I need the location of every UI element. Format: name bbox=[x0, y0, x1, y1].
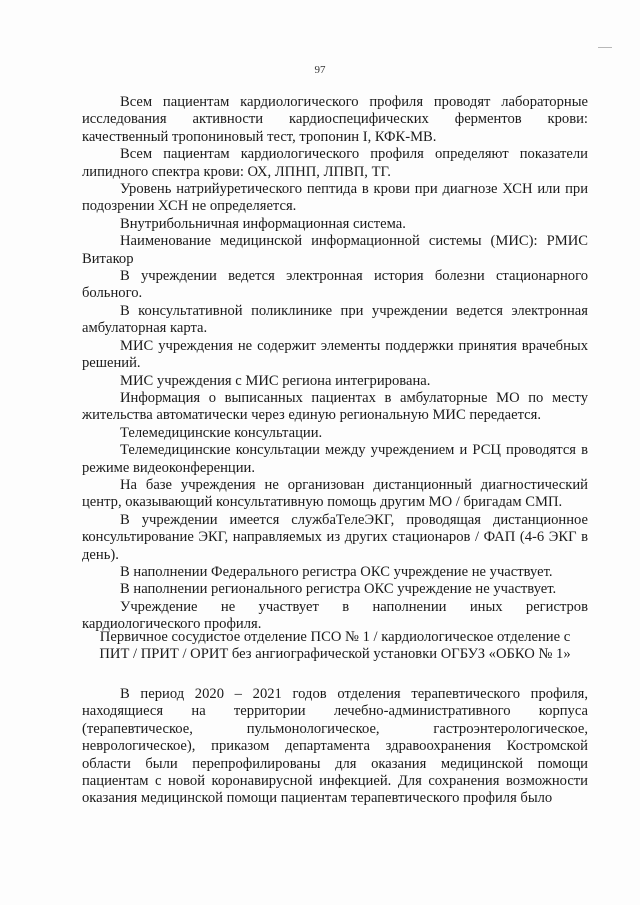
paragraph-telemedicine-rsc: Телемедицинские консультации между учреждением и РСЦ проводятся в режиме видеоконференции. bbox=[82, 442, 588, 476]
paragraph-telemedicine-heading: Телемедицинские консультации. bbox=[120, 424, 323, 441]
paragraph-regional-registry: В наполнении регионального регистра ОКС учреждение не участвует. bbox=[120, 581, 557, 598]
section-heading-line-2: ПИТ / ПРИТ / ОРИТ без ангиографической установки ОГБУЗ «ОБКО № 1» bbox=[99, 646, 571, 663]
lower-text bbox=[82, 686, 588, 808]
body-text bbox=[82, 94, 588, 634]
paragraph-natriuretic-peptide: Уровень натрийуретического пептида в крови при диагнозе ХСН или при подозрении ХСН не определяется. bbox=[82, 181, 588, 215]
paragraph-discharge-info: Информация о выписанных пациентах в амбулаторные МО по месту жительства автоматически через единую региональную МИС передается. bbox=[82, 389, 588, 424]
section-heading-line-1: Первичное сосудистое отделение ПСО № 1 / кардиологическое отделение с bbox=[99, 629, 571, 645]
paragraph-lipid-spectrum: Всем пациентам кардиологического профиля определяют показатели липидного спектра крови: ОХ, ЛПНП, ЛПВП, ТГ. bbox=[82, 146, 588, 180]
paragraph-federal-registry: В наполнении Федерального регистра ОКС учреждение не участвует. bbox=[120, 563, 553, 580]
paragraph-decision-support: МИС учреждения не содержит элементы поддержки принятия врачебных решений. bbox=[82, 337, 588, 372]
page-number: 97 bbox=[314, 64, 326, 76]
paragraph-other-registries: Учреждение не участвует в наполнении иных регистров кардиологического профиля. bbox=[82, 598, 588, 633]
section-heading bbox=[82, 629, 588, 664]
paragraph-mis-integration: МИС учреждения с МИС региона интегрирована. bbox=[120, 372, 431, 389]
paragraph-tele-ecg: В учреждении имеется службаТелеЭКГ, проводящая дистанционное консультирование ЭКГ, направляемых из других стационаров / ФАП (4-6 ЭКГ в день). bbox=[82, 511, 588, 563]
paragraph-electronic-history: В учреждении ведется электронная история болезни стационарного больного. bbox=[82, 268, 588, 302]
paragraph-info-system-heading: Внутрибольничная информационная система. bbox=[120, 215, 406, 232]
paragraph-mis-name: Наименование медицинской информационной системы (МИС): РМИС Витакор bbox=[82, 233, 588, 267]
paragraph-lab-tests: Всем пациентам кардиологического профиля проводят лабораторные исследования активности кардиоспецифических ферментов крови: качественный тропониновый тест, тропонин I, КФК-МВ. bbox=[82, 94, 588, 145]
paragraph-repurposing: В период 2020 – 2021 годов отделения терапевтического профиля, находящиеся на территории лечебно-административного корпуса (терапевтическое, пульмонологическое, гастроэнтерологическое, неврологическое), приказом департамента здравоохранения Костромской области были перепрофилированы для оказания медицинской помощи пациентам с новой коронавирусной инфекцией. Для сохранения возможности оказания медицинской помощи пациентам терапевтического профиля было bbox=[82, 686, 588, 807]
paragraph-ambulatory-card: В консультативной поликлинике при учреждении ведется электронная амбулаторная карта. bbox=[82, 302, 588, 337]
scan-edge-mark bbox=[598, 47, 612, 48]
paragraph-remote-center: На базе учреждения не организован дистанционный диагностический центр, оказывающий консультативную помощь другим МО / бригадам СМП. bbox=[82, 476, 588, 511]
